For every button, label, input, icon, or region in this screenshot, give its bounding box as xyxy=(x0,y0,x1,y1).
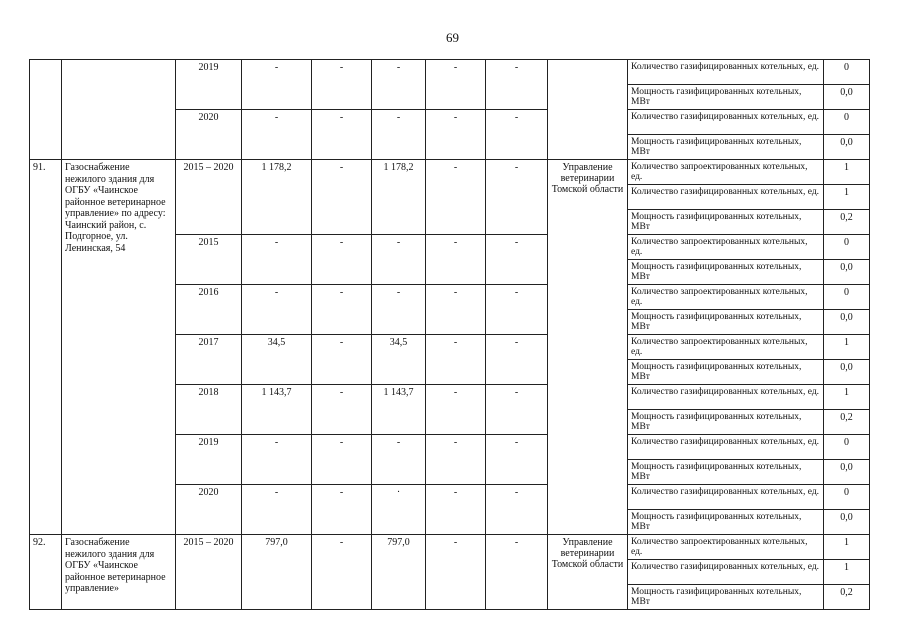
municipal-cell: - xyxy=(426,60,486,110)
year-cell: 2015 – 2020 xyxy=(176,535,242,610)
extrabudget-cell: - xyxy=(486,285,548,335)
total-cell: - xyxy=(242,285,312,335)
indicator-cell: Количество запроектированных котельных, ед. xyxy=(628,535,824,560)
year-cell: 2020 xyxy=(176,485,242,535)
regional-cell: - xyxy=(372,435,426,485)
extrabudget-cell: - xyxy=(486,335,548,385)
extrabudget-cell: - xyxy=(486,385,548,435)
indicator-value: 0,2 xyxy=(824,210,870,235)
regional-cell: - xyxy=(372,60,426,110)
total-cell: 34,5 xyxy=(242,335,312,385)
regional-cell: 1 178,2 xyxy=(372,160,426,235)
year-cell: 2015 – 2020 xyxy=(176,160,242,235)
indicator-cell: Мощность газифицированных котельных, МВт xyxy=(628,135,824,160)
regional-cell: 34,5 xyxy=(372,335,426,385)
extrabudget-cell: - xyxy=(486,485,548,535)
indicator-cell: Количество газифицированных котельных, ед. xyxy=(628,385,824,410)
indicator-cell: Количество газифицированных котельных, ед. xyxy=(628,60,824,85)
indicator-value: 1 xyxy=(824,560,870,585)
table-row xyxy=(30,60,870,85)
indicator-cell: Мощность газифицированных котельных, МВт xyxy=(628,585,824,610)
extrabudget-cell: - xyxy=(486,160,548,235)
indicator-value: 0 xyxy=(824,235,870,260)
indicator-cell: Количество газифицированных котельных, ед. xyxy=(628,435,824,460)
indicator-cell: Количество газифицированных котельных, ед. xyxy=(628,560,824,585)
total-cell: - xyxy=(242,485,312,535)
federal-cell: - xyxy=(312,535,372,610)
regional-cell: - xyxy=(372,110,426,160)
indicator-value: 0,0 xyxy=(824,460,870,485)
municipal-cell: - xyxy=(426,485,486,535)
indicator-cell: Количество газифицированных котельных, ед. xyxy=(628,185,824,210)
indicator-cell: Количество запроектированных котельных, ед. xyxy=(628,235,824,260)
indicator-cell: Мощность газифицированных котельных, МВт xyxy=(628,260,824,285)
year-cell: 2019 xyxy=(176,60,242,110)
municipal-cell: - xyxy=(426,235,486,285)
total-cell: 1 143,7 xyxy=(242,385,312,435)
measure-name: Газоснабжение нежилого здания для ОГБУ «Чаинское районное ветеринарное управление» по адресу: Чаинский район, с. Подгорное, ул. Ленинская, 54 xyxy=(62,160,176,535)
municipal-cell: - xyxy=(426,285,486,335)
federal-cell: - xyxy=(312,435,372,485)
indicator-value: 0,0 xyxy=(824,310,870,335)
org-cell: Управление ветеринарии Томской области xyxy=(548,535,628,610)
federal-cell: - xyxy=(312,160,372,235)
indicator-value: 0 xyxy=(824,435,870,460)
indicator-value: 1 xyxy=(824,335,870,360)
year-cell: 2020 xyxy=(176,110,242,160)
year-cell: 2016 xyxy=(176,285,242,335)
extrabudget-cell: - xyxy=(486,535,548,610)
year-cell: 2015 xyxy=(176,235,242,285)
indicator-cell: Количество запроектированных котельных, ед. xyxy=(628,160,824,185)
year-cell: 2017 xyxy=(176,335,242,385)
municipal-cell: - xyxy=(426,335,486,385)
municipal-cell: - xyxy=(426,535,486,610)
federal-cell: - xyxy=(312,485,372,535)
indicator-value: 1 xyxy=(824,535,870,560)
federal-cell: - xyxy=(312,235,372,285)
extrabudget-cell: - xyxy=(486,60,548,110)
indicator-value: 1 xyxy=(824,160,870,185)
measure-name: Газоснабжение нежилого здания для ОГБУ «Чаинское районное ветеринарное управление» xyxy=(62,535,176,610)
federal-cell: - xyxy=(312,335,372,385)
indicator-value: 0,0 xyxy=(824,510,870,535)
indicator-cell: Мощность газифицированных котельных, МВт xyxy=(628,460,824,485)
total-cell: - xyxy=(242,235,312,285)
row-number: 91. xyxy=(30,160,62,535)
indicator-cell: Мощность газифицированных котельных, МВт xyxy=(628,210,824,235)
federal-cell: - xyxy=(312,285,372,335)
name-cell xyxy=(62,60,176,160)
total-cell: - xyxy=(242,110,312,160)
year-cell: 2019 xyxy=(176,435,242,485)
federal-cell: - xyxy=(312,60,372,110)
regional-cell: - xyxy=(372,285,426,335)
total-cell: - xyxy=(242,60,312,110)
total-cell: - xyxy=(242,435,312,485)
org-cell: Управление ветеринарии Томской области xyxy=(548,160,628,535)
indicator-value: 0 xyxy=(824,285,870,310)
indicator-value: 0,0 xyxy=(824,360,870,385)
indicator-cell: Мощность газифицированных котельных, МВт xyxy=(628,310,824,335)
extrabudget-cell: - xyxy=(486,235,548,285)
indicator-cell: Количество запроектированных котельных, ед. xyxy=(628,285,824,310)
table-row xyxy=(30,535,870,560)
extrabudget-cell: - xyxy=(486,110,548,160)
indicator-value: 0,0 xyxy=(824,135,870,160)
indicator-value: 0,0 xyxy=(824,260,870,285)
total-cell: 797,0 xyxy=(242,535,312,610)
org-cell xyxy=(548,60,628,160)
municipal-cell: - xyxy=(426,435,486,485)
indicator-value: 0,2 xyxy=(824,410,870,435)
page-number: 69 xyxy=(446,30,459,45)
extrabudget-cell: - xyxy=(486,435,548,485)
municipal-cell: - xyxy=(426,385,486,435)
indicator-value: 0 xyxy=(824,110,870,135)
program-table xyxy=(29,59,870,610)
indicator-value: 0,0 xyxy=(824,85,870,110)
indicator-value: 0 xyxy=(824,485,870,510)
regional-cell: 797,0 xyxy=(372,535,426,610)
indicator-cell: Количество запроектированных котельных, ед. xyxy=(628,335,824,360)
indicator-value: 1 xyxy=(824,385,870,410)
regional-cell: 1 143,7 xyxy=(372,385,426,435)
num-cell xyxy=(30,60,62,160)
indicator-cell: Количество газифицированных котельных, ед. xyxy=(628,110,824,135)
year-cell: 2018 xyxy=(176,385,242,435)
indicator-cell: Количество газифицированных котельных, ед. xyxy=(628,485,824,510)
municipal-cell: - xyxy=(426,110,486,160)
total-cell: 1 178,2 xyxy=(242,160,312,235)
regional-cell: · xyxy=(372,485,426,535)
regional-cell: - xyxy=(372,235,426,285)
indicator-cell: Мощность газифицированных котельных, МВт xyxy=(628,85,824,110)
indicator-value: 0 xyxy=(824,60,870,85)
indicator-cell: Мощность газифицированных котельных, МВт xyxy=(628,510,824,535)
municipal-cell: - xyxy=(426,160,486,235)
indicator-value: 1 xyxy=(824,185,870,210)
indicator-cell: Мощность газифицированных котельных, МВт xyxy=(628,410,824,435)
table-row xyxy=(30,160,870,185)
federal-cell: - xyxy=(312,385,372,435)
indicator-value: 0,2 xyxy=(824,585,870,610)
indicator-cell: Мощность газифицированных котельных, МВт xyxy=(628,360,824,385)
federal-cell: - xyxy=(312,110,372,160)
row-number: 92. xyxy=(30,535,62,610)
